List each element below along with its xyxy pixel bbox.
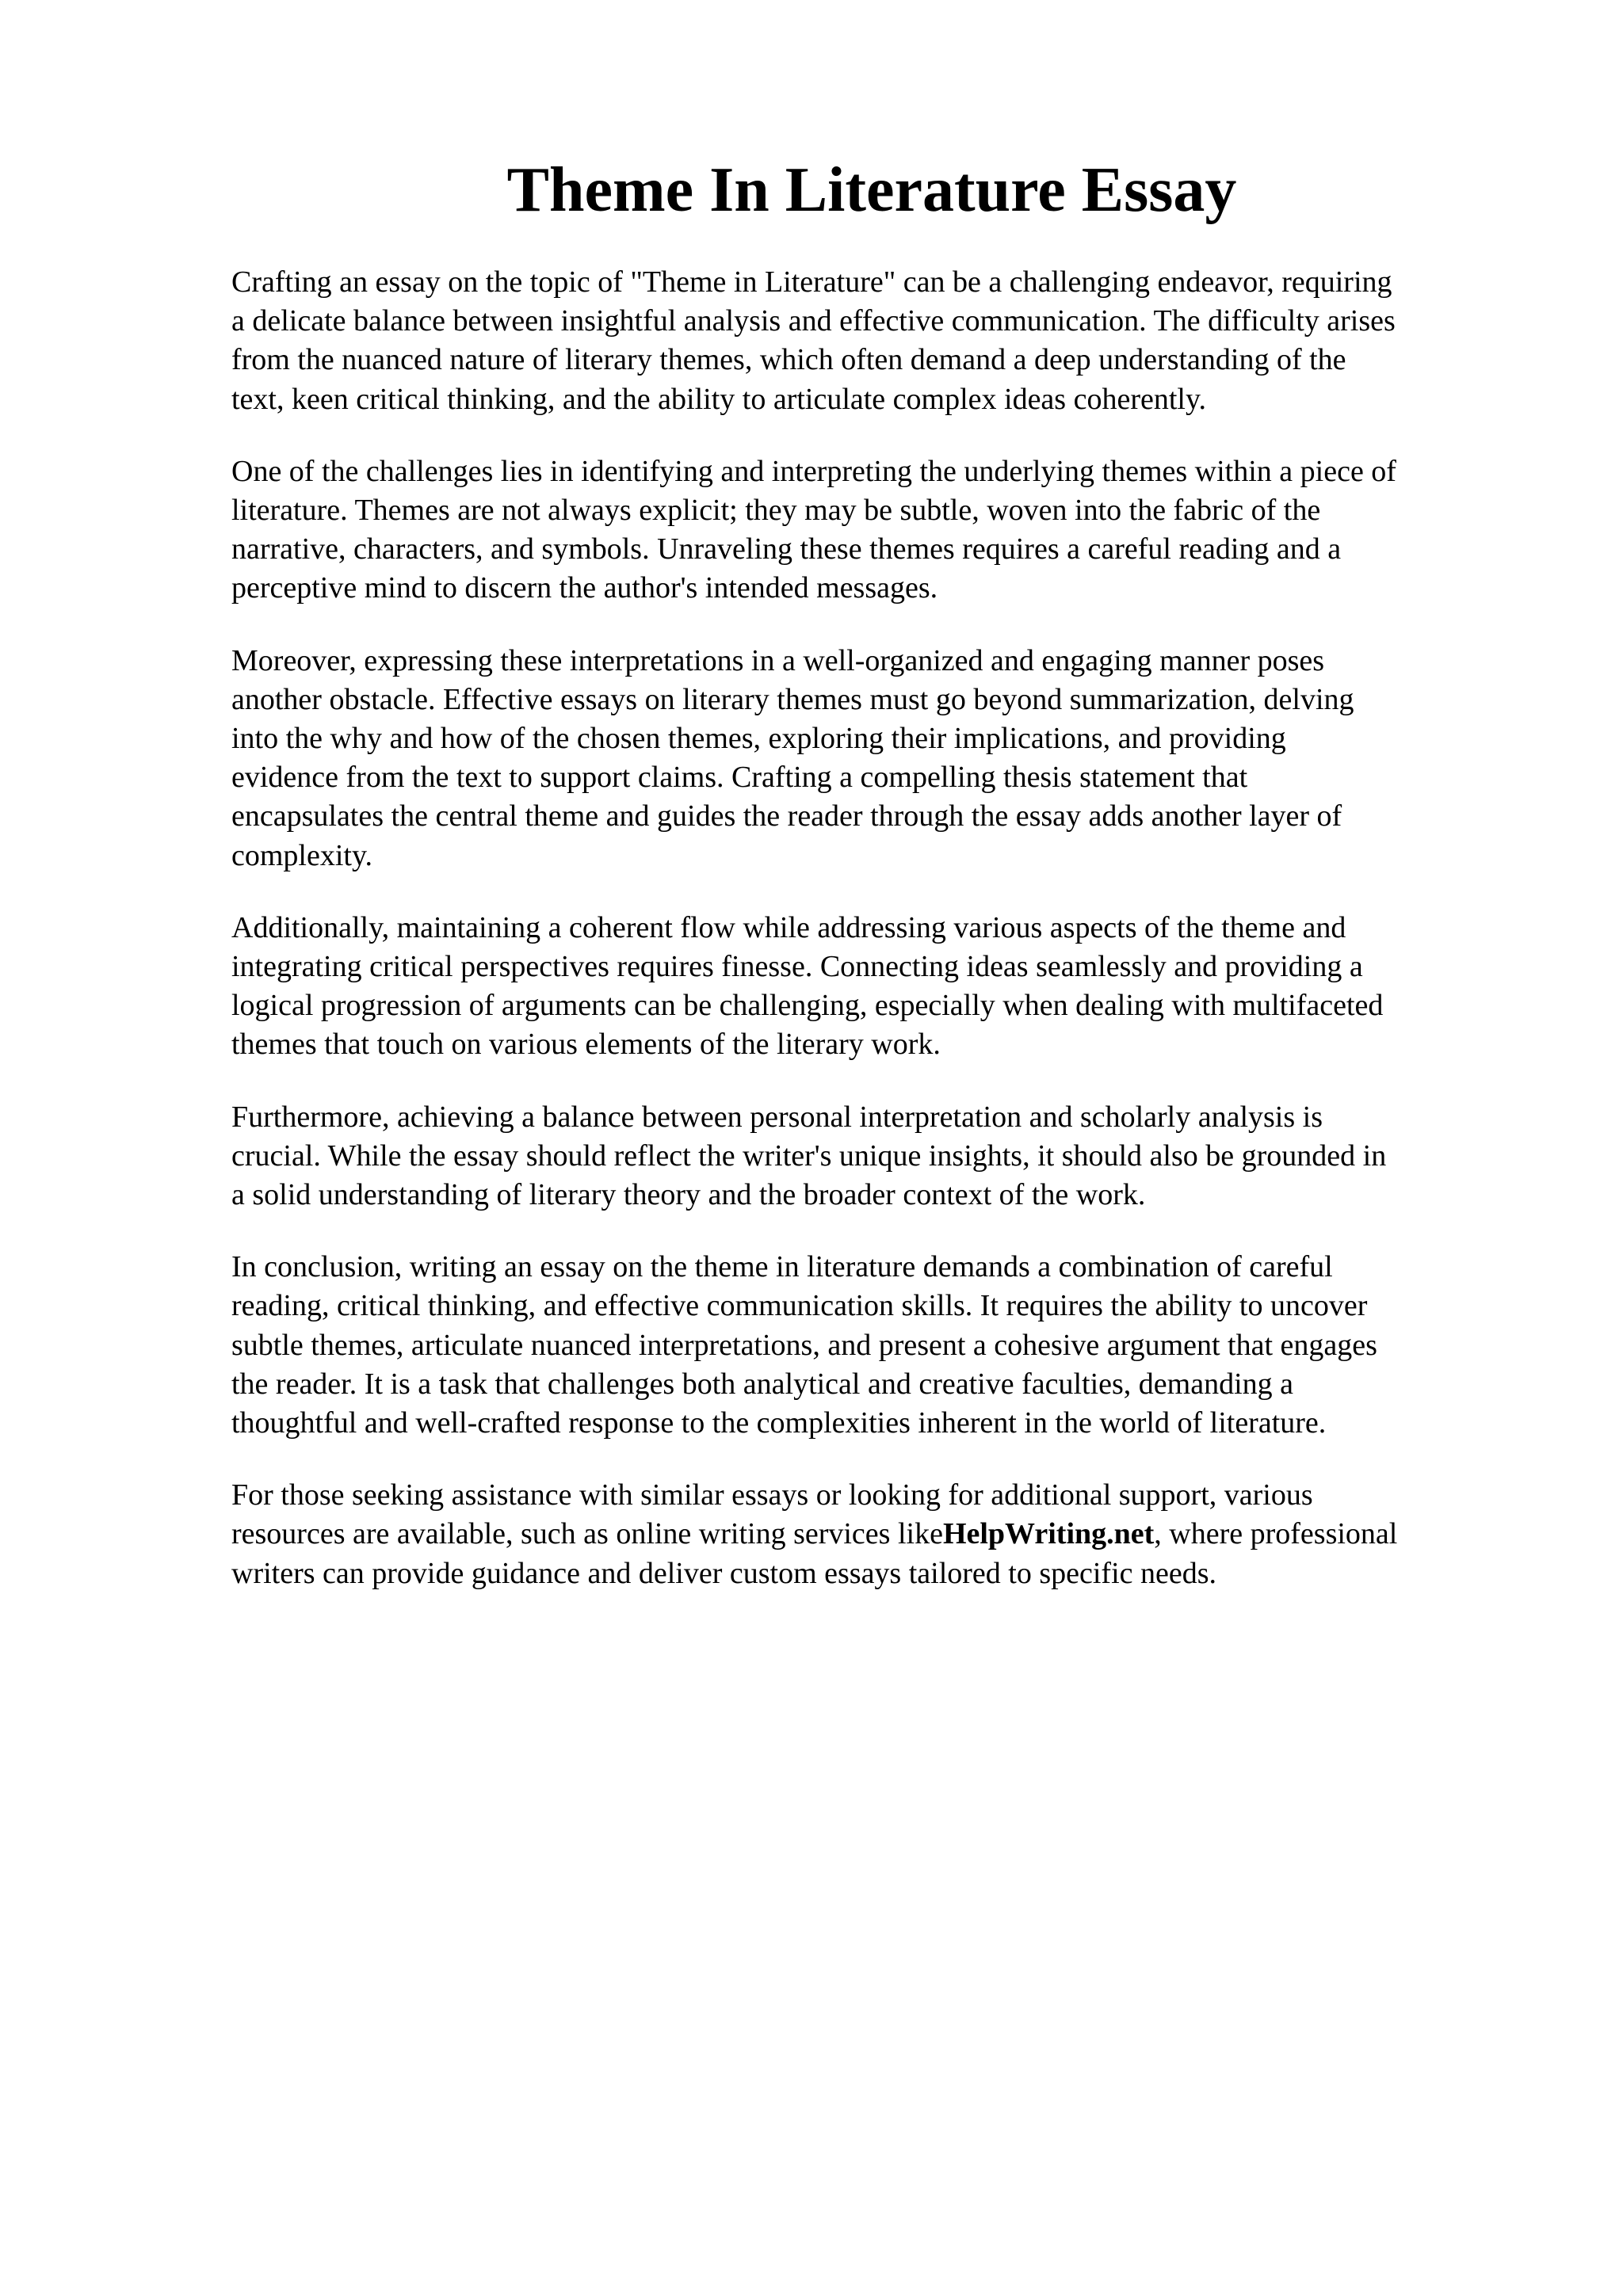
paragraph-conclusion: In conclusion, writing an essay on the theme in literature demands a combination of careful reading, critical thinking, and effective communication skills. It requires the ability to uncover subtle themes, articulate nuanced interpretations, and present a cohesive argument that engages the reader. It is a task that challenges both analytical and creative faculties, demanding a thoughtful and well-crafted response to the complexities inherent in the world of literature. xyxy=(231,1250,1377,1440)
paragraph-furthermore: Furthermore, achieving a balance between personal interpretation and scholarly analysis is crucial. While the essay should reflect the writer's unique insights, it should also be grounded in a solid understanding of literary theory and the broader context of the work. xyxy=(231,1100,1387,1212)
closing-text-after-link: , where professional writers can provide guidance and deliver custom essays tailored to specific needs. xyxy=(231,1517,1398,1590)
closing-text-before-link: For those seeking assistance with similar essays or looking for additional support, various resources are available, such as online writing services like xyxy=(231,1478,1313,1551)
page-title: Theme In Literature Essay xyxy=(506,155,1237,225)
paragraph-intro: Crafting an essay on the topic of "Theme in Literature" can be a challenging endeavor, requiring a delicate balance between insightful analysis and effective communication. The difficulty arises from the nuanced nature of literary themes, which often demand a deep understanding of the text, keen critical thinking, and the ability to articulate complex ideas coherently. xyxy=(231,265,1396,416)
paragraph-additionally: Additionally, maintaining a coherent flow while addressing various aspects of the theme and integrating critical perspectives requires finesse. Connecting ideas seamlessly and providing a logical progression of arguments can be challenging, especially when dealing with multifaceted themes that touch on various elements of the literary work. xyxy=(231,910,1384,1062)
helpwriting-link[interactable]: HelpWriting.net xyxy=(942,1517,1155,1551)
paragraph-challenges: One of the challenges lies in identifying and interpreting the underlying themes within a piece of literature. Themes are not always explicit; they may be subtle, woven into the fabric of the narrative, characters, and symbols. Unraveling these themes requires a careful reading and a perceptive mind to discern the author's intended messages. xyxy=(231,454,1396,605)
essay-body xyxy=(231,263,1515,1627)
paragraph-closing xyxy=(231,1476,1515,1593)
paragraph-moreover: Moreover, expressing these interpretations in a well-organized and engaging manner poses another obstacle. Effective essays on literary themes must go beyond summarization, delving into the why and how of the chosen themes, exploring their implications, and providing evidence from the text to support claims. Crafting a compelling thesis statement that encapsulates the central theme and guides the reader through the essay adds another layer of complexity. xyxy=(231,643,1354,872)
